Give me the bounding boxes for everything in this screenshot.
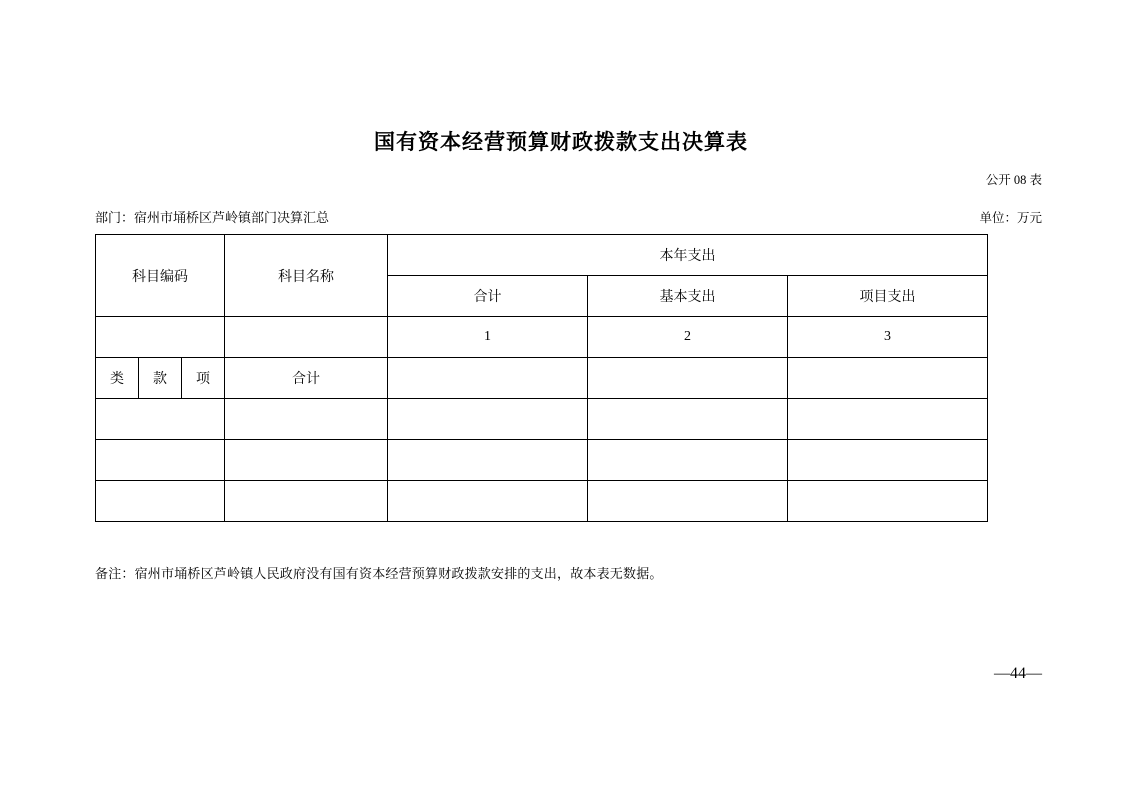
header-code-kuan: 款 (139, 358, 182, 399)
table-row (96, 440, 988, 481)
header-subject-name: 科目名称 (225, 235, 388, 317)
unit-label: 单位：万元 (979, 211, 1042, 225)
form-code-label: 公开 08 表 (985, 173, 1042, 187)
header-total: 合计 (388, 276, 588, 317)
header-code-lei: 类 (96, 358, 139, 399)
row-1-project (788, 399, 988, 440)
table-row (96, 399, 988, 440)
table-header-row-1 (96, 235, 988, 276)
header-name-spacer (225, 317, 388, 358)
column-index-1: 1 (388, 317, 588, 358)
row-0-basic (588, 358, 788, 399)
row-3-basic (588, 481, 788, 522)
header-basic-expenditure: 基本支出 (588, 276, 788, 317)
row-2-basic (588, 440, 788, 481)
table-row (96, 481, 988, 522)
department-label: 部门：宿州市埇桥区芦岭镇部门决算汇总 (95, 210, 330, 225)
row-3-project (788, 481, 988, 522)
header-code-xiang: 项 (182, 358, 225, 399)
row-3-name (225, 481, 388, 522)
row-1-basic (588, 399, 788, 440)
table-note: 备注：宿州市埇桥区芦岭镇人民政府没有国有资本经营预算财政拨款安排的支出，故本表无数据。 (95, 566, 663, 581)
row-2-name (225, 440, 388, 481)
row-2-code (96, 440, 225, 481)
header-project-expenditure: 项目支出 (788, 276, 988, 317)
page-number: —44— (994, 665, 1042, 682)
row-3-code (96, 481, 225, 522)
row-1-code (96, 399, 225, 440)
header-code-group: 科目编码 (96, 235, 225, 317)
row-0-name: 合计 (225, 358, 388, 399)
header-code-spacer (96, 317, 225, 358)
header-year-expenditure: 本年支出 (388, 235, 988, 276)
row-2-total (388, 440, 588, 481)
column-index-3: 3 (788, 317, 988, 358)
table-row (96, 358, 988, 399)
row-2-project (788, 440, 988, 481)
row-1-total (388, 399, 588, 440)
column-index-2: 2 (588, 317, 788, 358)
table-header-row-3 (96, 317, 988, 358)
row-1-name (225, 399, 388, 440)
row-3-total (388, 481, 588, 522)
row-0-project (788, 358, 988, 399)
budget-table (95, 234, 988, 522)
page-title: 国有资本经营预算财政拨款支出决算表 (374, 129, 748, 154)
row-0-total (388, 358, 588, 399)
